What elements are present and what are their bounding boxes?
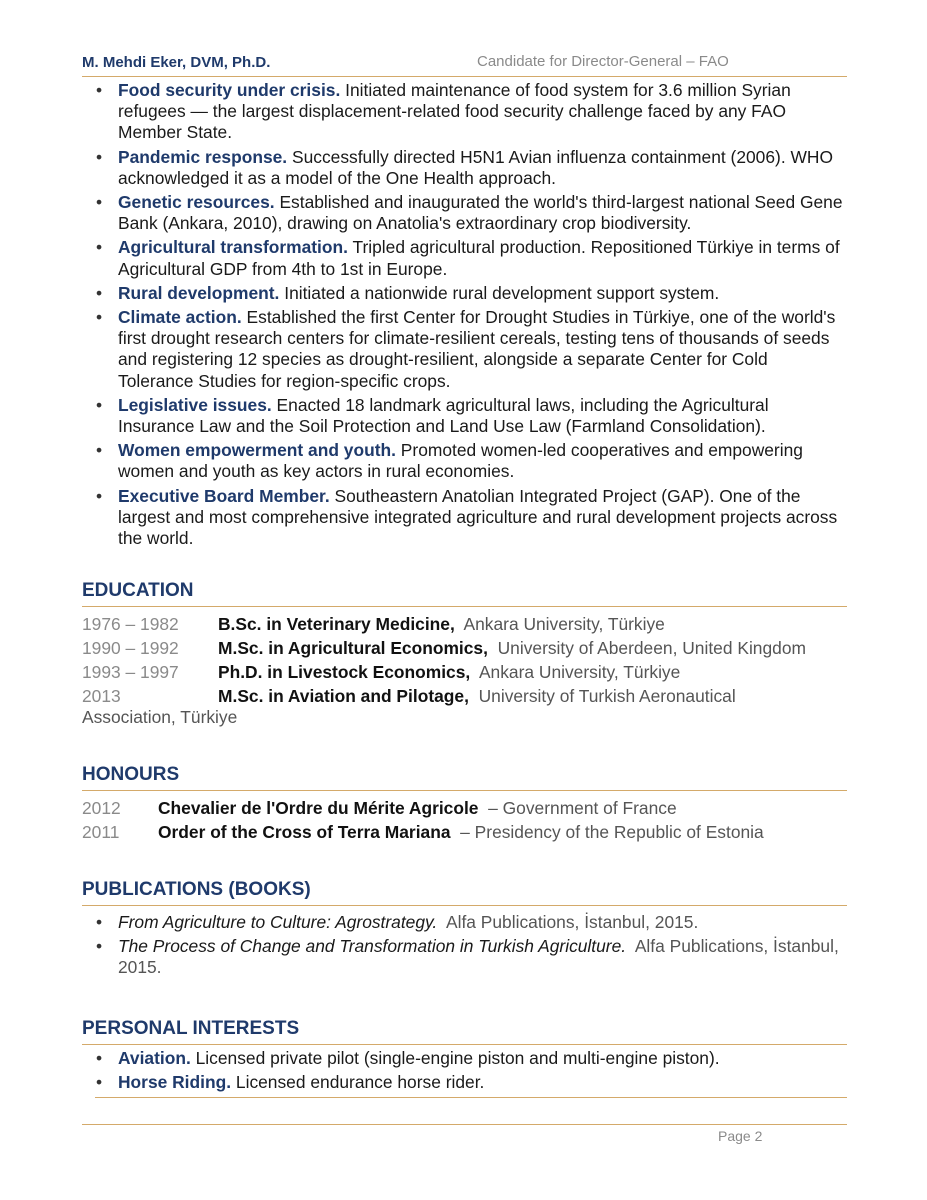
bullet-icon: •	[96, 394, 103, 415]
achievement-label: Agricultural transformation.	[118, 237, 348, 258]
honour-year: 2011	[82, 822, 120, 842]
bullet-icon: •	[96, 80, 103, 100]
education-heading: EDUCATION	[82, 580, 847, 607]
interest-text: Licensed private pilot (single-engine piston and multi-engine piston).	[195, 1048, 720, 1068]
achievement-text: Initiated a nationwide rural development support system.	[284, 282, 720, 303]
interest-text: Licensed endurance horse rider.	[235, 1072, 485, 1093]
achievement-text: Tripled agricultural production. Repositioned Türkiye in terms of Agricultural GDP from 4th to 1st in Europe.	[118, 237, 840, 279]
achievement-item	[82, 237, 847, 279]
achievement-item	[82, 283, 847, 304]
bullet-icon: •	[96, 1048, 103, 1068]
bullet-icon: •	[96, 192, 103, 213]
education-institution: Ankara University, Türkiye	[478, 662, 681, 682]
publication-title: The Process of Change and Transformation in Turkish Agriculture.	[118, 936, 627, 957]
page-number: Page 2	[718, 1128, 763, 1144]
achievement-item	[82, 192, 847, 234]
achievement-label: Legislative issues.	[118, 394, 272, 415]
achievements-list	[82, 80, 847, 552]
bullet-icon: •	[96, 237, 103, 258]
education-degree: M.Sc. in Agricultural Economics,	[218, 638, 488, 658]
education-years: 1976 – 1982	[82, 614, 179, 634]
honour-issuer: – Presidency of the Republic of Estonia	[460, 822, 764, 842]
education-years: 1993 – 1997	[82, 662, 179, 682]
achievement-label: Rural development.	[118, 282, 280, 303]
achievement-text: Enacted 18 landmark agricultural laws, including the Agricultural Insurance Law and the Soil Protection and Land Use Law (Farmland Consolidation).	[118, 394, 769, 437]
achievement-label: Genetic resources.	[118, 192, 275, 213]
achievement-text: Southeastern Anatolian Integrated Project (GAP). One of the largest and most comprehensive integrated agriculture and rural development projects across the world.	[118, 485, 838, 549]
interests-heading: PERSONAL INTERESTS	[82, 1018, 847, 1045]
interest-item	[82, 1072, 847, 1093]
achievement-item	[82, 395, 847, 437]
achievement-label: Food security under crisis.	[118, 80, 341, 100]
achievement-text: Established and inaugurated the world's third-largest national Seed Gene Bank (Ankara, 2010), drawing on Anatolia's extraordinary crop biodiversity.	[118, 192, 843, 234]
achievement-item	[82, 307, 847, 392]
bullet-icon: •	[96, 936, 103, 957]
publications-list	[82, 912, 847, 982]
bullet-icon: •	[96, 485, 103, 506]
interests-list	[82, 1048, 847, 1096]
publication-publisher: Alfa Publications, İstanbul, 2015.	[118, 936, 839, 978]
interest-label: Horse Riding.	[118, 1072, 232, 1093]
bullet-icon: •	[96, 1072, 103, 1093]
header-candidacy: Candidate for Director-General – FAO	[477, 53, 729, 70]
education-degree: Ph.D. in Livestock Economics,	[218, 662, 471, 682]
bullet-icon: •	[96, 440, 103, 461]
education-degree: B.Sc. in Veterinary Medicine,	[218, 614, 455, 634]
publication-item	[82, 912, 847, 933]
education-years: 2013	[82, 686, 121, 706]
achievement-text: Established the first Center for Drought Studies in Türkiye, one of the world's first drought research centers for climate-resilient cereals, testing tens of thousands of seeds and registering 12 species as drought-resilient, alongside a separate Center for Cold Tolerance Studies for region-specific crops.	[118, 307, 836, 391]
education-institution: University of Turkish Aeronautical	[478, 686, 736, 706]
achievement-item	[82, 80, 847, 144]
publication-title: From Agriculture to Culture: Agrostrategy.	[118, 912, 438, 932]
achievement-text: Successfully directed H5N1 Avian influenza containment (2006). WHO acknowledged it as a model of the One Health approach.	[118, 146, 833, 188]
header-name: M. Mehdi Eker, DVM, Ph.D.	[82, 54, 271, 71]
achievement-label: Climate action.	[118, 307, 242, 328]
bullet-icon: •	[96, 146, 103, 167]
bullet-icon: •	[96, 282, 103, 303]
footer-divider	[82, 1124, 847, 1125]
honours-heading: HONOURS	[82, 764, 847, 791]
honour-year: 2012	[82, 798, 121, 818]
publications-heading: PUBLICATIONS (BOOKS)	[82, 879, 847, 906]
achievement-text: Promoted women-led cooperatives and empowering women and youth as key actors in rural economies.	[118, 440, 803, 482]
education-institution: Ankara University, Türkiye	[463, 614, 665, 634]
honour-award: Order of the Cross of Terra Mariana	[158, 822, 451, 842]
achievement-text: Initiated maintenance of food system for 3.6 million Syrian refugees — the largest displacement-related food security challenge faced by any FAO Member State.	[118, 80, 791, 143]
publication-item	[82, 936, 847, 978]
page-header	[82, 54, 847, 77]
publication-publisher: Alfa Publications, İstanbul, 2015.	[445, 912, 699, 932]
education-institution-continued: Association, Türkiye	[82, 707, 238, 727]
bullet-icon: •	[96, 307, 103, 328]
interest-label: Aviation.	[118, 1048, 191, 1068]
education-degree: M.Sc. in Aviation and Pilotage,	[218, 686, 469, 706]
achievement-label: Women empowerment and youth.	[118, 440, 396, 461]
interests-divider	[95, 1097, 847, 1098]
honour-award: Chevalier de l'Ordre du Mérite Agricole	[158, 798, 479, 818]
education-years: 1990 – 1992	[82, 638, 179, 658]
interest-item	[82, 1048, 847, 1069]
achievement-label: Executive Board Member.	[118, 485, 330, 506]
education-institution: University of Aberdeen, United Kingdom	[497, 638, 806, 658]
achievement-item	[82, 440, 847, 482]
achievement-item	[82, 486, 847, 550]
achievement-item	[82, 147, 847, 189]
bullet-icon: •	[96, 912, 103, 932]
honour-issuer: – Government of France	[488, 798, 677, 818]
achievement-label: Pandemic response.	[118, 146, 288, 167]
